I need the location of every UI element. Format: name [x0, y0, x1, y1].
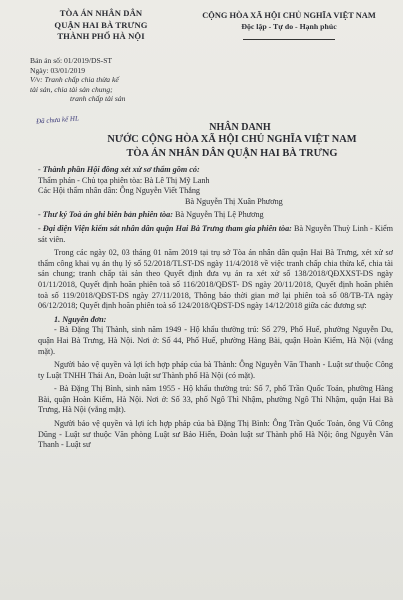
jurors-label: Các Hội thẩm nhân dân:	[38, 186, 120, 196]
court-name-line3: THÀNH PHỐ HÀ NỘI	[57, 31, 145, 41]
clerk-label: - Thư ký Toà án ghi biên bản phiên tòa:	[38, 210, 175, 220]
juror-1: Ông Nguyễn Viết Thắng	[119, 186, 201, 196]
procuracy-label: - Đại diện Viện kiểm sát nhân dân quận Hai Bà Trưng tham gia phiên tòa:	[38, 223, 295, 233]
judge-name: Bà Lê Thị Mỹ Lanh	[144, 175, 210, 185]
plaintiff-paragraph-3: - Bà Đặng Thị Bình, sinh năm 1955 - Hộ khẩu thường trú: Số 7, phố Trần Quốc Toản, phường Hàng Bài, quận Hoàn Kiếm, Hà Nội. Nơi ở: Số 33, phố Ngô Thì Nhậm, phường Ngô Thì Nhậm, quận Hai Bà Trưng, Hà Nội (vắng mặt).	[38, 384, 393, 415]
title-republic: NƯỚC CỘNG HÒA XÃ HỘI CHỦ NGHĨA VIỆT NAM	[107, 134, 357, 145]
nation-name: CỘNG HÒA XÃ HỘI CHỦ NGHĨA VIỆT NAM	[202, 11, 376, 20]
national-header	[178, 10, 400, 43]
case-date: Ngày: 03/01/2019	[30, 65, 86, 75]
plaintiff-paragraph-2: Người bảo vệ quyền và lợi ích hợp pháp của bà Thành: Ông Nguyễn Văn Thanh - Luật sư thuộc Công ty Luật TNHH Thái An, Đoàn luật sư Thành phố Hà Nội (có mặt).	[38, 360, 393, 380]
procuracy-line	[38, 224, 393, 245]
motto-underline	[243, 39, 335, 40]
case-subject-line1: V/v: Tranh chấp chia thừa kế	[30, 75, 119, 85]
panel-heading: - Thành phần Hội đồng xét xử sơ thẩm gồm có:	[38, 165, 200, 174]
case-subject-line2: tài sản, chia tài sản chung;	[30, 84, 113, 94]
court-name-line2: QUẬN HAI BÀ TRƯNG	[54, 19, 148, 30]
title-in-the-name: NHÂN DANH	[209, 122, 271, 133]
judge-label: Thẩm phán - Chủ tọa phiên tòa:	[38, 175, 145, 185]
court-header	[26, 8, 176, 43]
intro-paragraph: Trong các ngày 02, 03 tháng 01 năm 2019 tại trụ sở Tòa án nhân dân quận Hai Bà Trưng, xét xử sơ thẩm công khai vụ án thụ lý số 52/2018/TLST-DS ngày 11/4/2018 về việc tranh chấp chia thừa kế, chia tài sản chung; tranh chấp tài sản theo Quyết định đưa vụ án ra xét xử số 138/2018/QĐXXST-DS ngày 01/11/2018, Quyết định hoãn phiên toà số 116/2018/QĐST- DS ngày 20/11/2018, Quyết định hoãn phiên toà số 119/2018/QĐST-DS ngày 27/11/2018, Thông báo thời gian mở lại phiên toà số 08/TB-TA ngày 06/12/2018; Quyết định hoãn phiên toà số 124/2018/QĐST-DS ngày 14/12/2018 giữa các đương sự:	[38, 248, 393, 311]
handwritten-note: Đã chưa kế HL	[35, 114, 80, 126]
case-metadata	[30, 56, 190, 104]
juror-2: Bà Nguyễn Thị Xuân Phương	[185, 196, 283, 206]
clerk-line	[38, 210, 393, 221]
plaintiff-paragraph-1: - Bà Đặng Thị Thành, sinh năm 1949 - Hộ khẩu thường trú: Số 279, Phố Huế, phường Nguyễn Du, quận Hai Bà Trưng, Hà Nội. Nơi ở: Số 44, Phố Huế, phường Hàng Bài, quận Hoàn Kiếm, Hà Nội (vắng mặt).	[38, 325, 393, 356]
plaintiff-paragraph-4: Người bảo vệ quyền và lợi ích hợp pháp của bà Đặng Thị Bình: Ông Trần Quốc Toản, ông Vũ Công Dũng - Luật sư thuộc Văn phòng Luật sư Bảo Hiến, Đoàn luật sư Thành phố Hà Nội; ông Nguyễn Văn Thanh - Luật sư	[38, 419, 393, 450]
case-number: Bản án số: 01/2019/DS-ST	[30, 56, 113, 65]
title-court: TÒA ÁN NHÂN DÂN QUẬN HAI BÀ TRƯNG	[126, 148, 338, 159]
procuracy-name: Bà Nguyễn Thuỳ Linh - Kiểm sát viên.	[38, 223, 394, 244]
court-name-line1: TÒA ÁN NHÂN DÂN	[59, 8, 143, 18]
section-plaintiff-heading: 1. Nguyên đơn:	[54, 314, 107, 324]
case-subject-line3: tranh chấp tài sản	[70, 94, 126, 104]
clerk-name: Bà Nguyễn Thị Lệ Phương	[174, 210, 264, 220]
jurors-line	[38, 186, 393, 197]
national-motto: Độc lập - Tự do - Hạnh phúc	[241, 22, 337, 31]
document-body	[38, 165, 393, 451]
judge-line	[38, 176, 393, 187]
